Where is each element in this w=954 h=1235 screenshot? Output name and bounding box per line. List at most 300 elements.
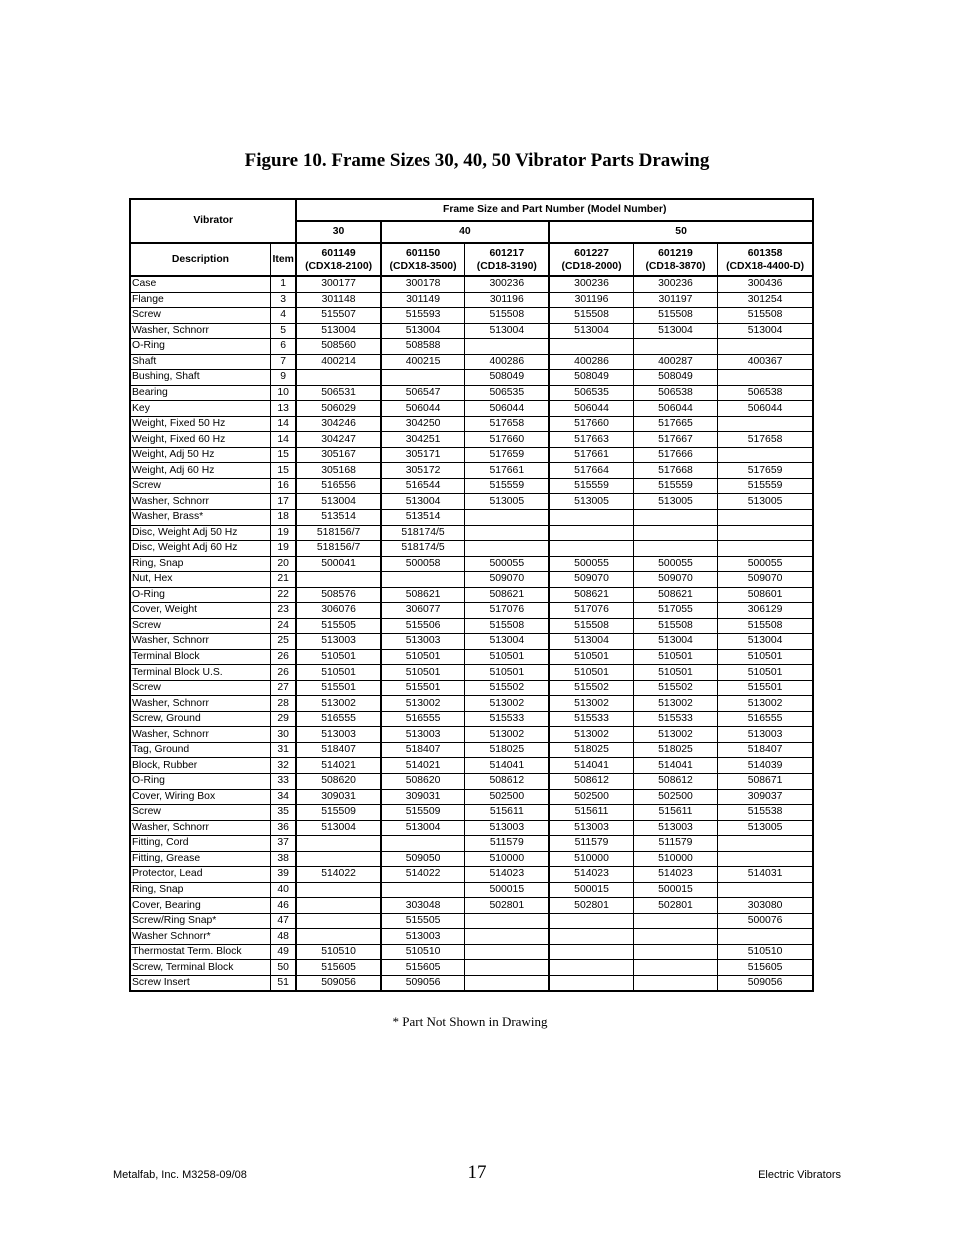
part-number-cell: 511579 [633,836,717,852]
part-number-cell: 510000 [465,851,549,867]
part-number-cell: 510000 [549,851,633,867]
part-number-cell [549,541,633,557]
description-cell: Screw [130,308,270,324]
item-cell: 3 [270,292,296,308]
part-number-cell: 506531 [296,385,380,401]
part-number-cell: 506538 [633,385,717,401]
part-number-cell: 515508 [633,618,717,634]
part-number-cell: 510501 [718,649,813,665]
part-number-cell: 516544 [381,478,465,494]
part-number-cell: 304250 [381,416,465,432]
item-cell: 32 [270,758,296,774]
part-number-cell: 500058 [381,556,465,572]
part-number-cell [296,913,380,929]
part-number-cell: 510501 [465,665,549,681]
part-number-cell: 500055 [633,556,717,572]
part-number-cell: 508621 [549,587,633,603]
description-cell: Washer Schnorr* [130,929,270,945]
table-row [130,820,813,836]
part-number-cell [633,913,717,929]
part-number-cell [549,525,633,541]
item-cell: 10 [270,385,296,401]
item-cell: 4 [270,308,296,324]
description-cell: Screw [130,680,270,696]
part-number-cell: 506029 [296,401,380,417]
item-cell: 24 [270,618,296,634]
parts-table-body [130,276,813,991]
description-cell: Terminal Block [130,649,270,665]
table-row [130,416,813,432]
part-number-cell: 517659 [465,447,549,463]
part-number-cell [633,944,717,960]
part-number-cell: 500076 [718,913,813,929]
part-number-cell: 309037 [718,789,813,805]
part-number-cell [633,975,717,991]
model-name: (CDX18-2100) [305,260,373,272]
part-number-cell: 508612 [465,774,549,790]
description-cell: Ring, Snap [130,556,270,572]
description-cell: Disc, Weight Adj 50 Hz [130,525,270,541]
model-header [718,243,813,276]
model-name: (CD18-2000) [561,260,622,272]
description-cell: Washer, Schnorr [130,323,270,339]
model-name: (CD18-3870) [645,260,706,272]
table-row [130,727,813,743]
item-cell: 28 [270,696,296,712]
part-number-cell: 513002 [633,696,717,712]
part-number-cell: 300177 [296,276,380,292]
item-cell: 35 [270,805,296,821]
table-row [130,680,813,696]
part-number-cell: 400215 [381,354,465,370]
table-row [130,525,813,541]
part-number-cell: 518407 [381,742,465,758]
part-number-cell: 513003 [381,634,465,650]
model-header [633,243,717,276]
part-number-cell: 515507 [296,308,380,324]
table-row [130,587,813,603]
part-number-cell: 513004 [549,634,633,650]
item-cell: 51 [270,975,296,991]
part-number-cell: 515502 [549,680,633,696]
part-number-cell [381,882,465,898]
part-number-cell [549,913,633,929]
part-number-cell: 300178 [381,276,465,292]
model-number: 601219 [658,247,693,259]
frame-size-header: Frame Size and Part Number (Model Number) [296,199,813,221]
description-cell: Block, Rubber [130,758,270,774]
description-cell: Cover, Weight [130,603,270,619]
part-number-cell: 513004 [381,323,465,339]
part-number-cell: 515508 [718,618,813,634]
part-number-cell [465,944,549,960]
part-number-cell: 513005 [549,494,633,510]
part-number-cell: 517055 [633,603,717,619]
part-number-cell: 514022 [296,867,380,883]
part-number-cell: 517660 [549,416,633,432]
item-cell: 22 [270,587,296,603]
part-number-cell [296,882,380,898]
table-row [130,618,813,634]
part-number-cell: 508612 [633,774,717,790]
part-number-cell: 300236 [465,276,549,292]
part-number-cell: 400214 [296,354,380,370]
vibrator-header: Vibrator [130,199,296,243]
part-number-cell: 517665 [633,416,717,432]
part-number-cell: 305172 [381,463,465,479]
part-number-cell: 506535 [465,385,549,401]
part-number-cell: 517666 [633,447,717,463]
part-number-cell [296,851,380,867]
description-cell: Weight, Adj 50 Hz [130,447,270,463]
part-number-cell: 500015 [633,882,717,898]
part-number-cell: 514031 [718,867,813,883]
part-number-cell [549,929,633,945]
part-number-cell [718,416,813,432]
description-cell: Screw Insert [130,975,270,991]
part-number-cell: 513003 [718,727,813,743]
part-number-cell: 515559 [465,478,549,494]
part-number-cell: 508576 [296,587,380,603]
part-number-cell: 516556 [296,478,380,494]
footer-section: Electric Vibrators [758,1169,841,1181]
part-number-cell [296,836,380,852]
part-number-cell [465,975,549,991]
part-number-cell: 517668 [633,463,717,479]
table-row [130,634,813,650]
description-cell: Flange [130,292,270,308]
item-cell: 33 [270,774,296,790]
part-number-cell: 514041 [633,758,717,774]
part-number-cell: 513004 [381,494,465,510]
part-number-cell: 508049 [633,370,717,386]
part-number-cell: 513003 [465,820,549,836]
description-cell: Case [130,276,270,292]
item-cell: 39 [270,867,296,883]
part-number-cell: 306077 [381,603,465,619]
description-cell: Fitting, Cord [130,836,270,852]
description-cell: Cover, Wiring Box [130,789,270,805]
item-cell: 20 [270,556,296,572]
item-cell: 14 [270,416,296,432]
table-row [130,960,813,976]
item-header: Item [270,243,296,276]
part-number-cell [718,882,813,898]
part-number-cell: 502801 [633,898,717,914]
part-number-cell: 515501 [296,680,380,696]
item-cell: 5 [270,323,296,339]
part-number-cell: 508621 [633,587,717,603]
part-number-cell: 517659 [718,463,813,479]
part-number-cell: 500041 [296,556,380,572]
part-number-cell: 509056 [296,975,380,991]
table-row [130,556,813,572]
table-row [130,432,813,448]
part-number-cell: 513004 [718,634,813,650]
part-number-cell [549,339,633,355]
part-number-cell: 513003 [549,820,633,836]
part-number-cell [549,509,633,525]
table-row [130,742,813,758]
part-number-cell: 506044 [381,401,465,417]
part-number-cell: 509070 [633,572,717,588]
part-number-cell: 510501 [718,665,813,681]
part-number-cell: 510501 [633,649,717,665]
table-row [130,276,813,292]
part-number-cell [549,975,633,991]
table-row [130,541,813,557]
part-number-cell: 506538 [718,385,813,401]
part-number-cell [718,836,813,852]
part-number-cell: 502801 [549,898,633,914]
part-number-cell: 305171 [381,447,465,463]
model-number: 601217 [489,247,525,259]
part-number-cell: 513004 [296,323,380,339]
item-cell: 15 [270,447,296,463]
part-number-cell: 513514 [381,509,465,525]
part-number-cell: 515509 [296,805,380,821]
part-number-cell: 400287 [633,354,717,370]
item-cell: 7 [270,354,296,370]
frame-size-40: 40 [381,221,549,243]
part-number-cell: 518407 [718,742,813,758]
part-number-cell: 514021 [381,758,465,774]
table-row [130,292,813,308]
figure-title: Figure 10. Frame Sizes 30, 40, 50 Vibrator Parts Drawing [244,150,710,171]
part-number-cell: 304247 [296,432,380,448]
part-number-cell: 518156/7 [296,525,380,541]
part-number-cell [465,509,549,525]
part-number-cell [296,370,380,386]
part-number-cell [718,339,813,355]
part-number-cell: 511579 [465,836,549,852]
part-number-cell: 508620 [381,774,465,790]
part-number-cell: 513004 [633,634,717,650]
part-number-cell: 509070 [465,572,549,588]
item-cell: 19 [270,541,296,557]
part-number-cell: 513002 [296,696,380,712]
part-number-cell: 303080 [718,898,813,914]
part-number-cell: 513005 [718,494,813,510]
table-row [130,944,813,960]
part-number-cell: 300236 [633,276,717,292]
part-number-cell: 515533 [549,711,633,727]
part-number-cell [296,929,380,945]
description-cell: Screw, Terminal Block [130,960,270,976]
part-number-cell: 516555 [296,711,380,727]
table-row [130,401,813,417]
table-row [130,882,813,898]
model-header [465,243,549,276]
model-header [381,243,465,276]
table-row [130,354,813,370]
item-cell: 46 [270,898,296,914]
part-number-cell: 506547 [381,385,465,401]
part-number-cell: 516555 [381,711,465,727]
part-number-cell: 517663 [549,432,633,448]
table-row [130,836,813,852]
part-number-cell [296,898,380,914]
part-number-cell: 515502 [465,680,549,696]
part-number-cell: 517661 [549,447,633,463]
part-number-cell: 516555 [718,711,813,727]
part-number-cell: 506044 [549,401,633,417]
part-number-cell: 508621 [381,587,465,603]
part-number-cell: 510501 [381,649,465,665]
description-cell: Washer, Schnorr [130,727,270,743]
description-cell: Washer, Schnorr [130,696,270,712]
part-number-cell: 517076 [549,603,633,619]
part-number-cell: 514023 [633,867,717,883]
part-number-cell: 517660 [465,432,549,448]
part-number-cell: 301148 [296,292,380,308]
model-name: (CDX18-3500) [389,260,457,272]
part-number-cell: 518156/7 [296,541,380,557]
part-number-cell: 500055 [718,556,813,572]
part-number-cell: 513002 [549,696,633,712]
description-cell: Weight, Fixed 60 Hz [130,432,270,448]
page-number: 17 [467,1162,487,1183]
part-number-cell: 510000 [633,851,717,867]
part-number-cell: 304251 [381,432,465,448]
item-cell: 30 [270,727,296,743]
item-cell: 25 [270,634,296,650]
part-number-cell: 510510 [296,944,380,960]
part-number-cell [465,339,549,355]
part-number-cell [633,339,717,355]
part-number-cell [549,960,633,976]
part-number-cell: 500055 [465,556,549,572]
description-cell: Ring, Snap [130,882,270,898]
table-row [130,447,813,463]
part-number-cell: 513004 [465,323,549,339]
part-number-cell: 508560 [296,339,380,355]
description-header: Description [130,243,270,276]
part-number-cell [465,960,549,976]
item-cell: 27 [270,680,296,696]
part-number-cell: 306076 [296,603,380,619]
part-number-cell [465,913,549,929]
part-number-cell: 515605 [296,960,380,976]
item-cell: 21 [270,572,296,588]
part-number-cell [633,541,717,557]
part-number-cell [718,541,813,557]
part-number-cell: 518174/5 [381,541,465,557]
item-cell: 17 [270,494,296,510]
part-number-cell: 400367 [718,354,813,370]
table-row [130,851,813,867]
part-number-cell: 517658 [465,416,549,432]
table-row [130,898,813,914]
description-cell: Nut, Hex [130,572,270,588]
part-number-cell: 513003 [296,727,380,743]
table-row [130,509,813,525]
part-number-cell: 513002 [718,696,813,712]
table-row [130,478,813,494]
part-number-cell: 517667 [633,432,717,448]
part-number-cell: 518025 [549,742,633,758]
part-number-cell [381,836,465,852]
part-number-cell [465,541,549,557]
part-number-cell: 509070 [549,572,633,588]
part-number-cell: 517661 [465,463,549,479]
part-number-cell: 510501 [381,665,465,681]
part-number-cell: 502500 [465,789,549,805]
table-row [130,711,813,727]
item-cell: 31 [270,742,296,758]
item-cell: 38 [270,851,296,867]
part-number-cell: 510510 [718,944,813,960]
description-cell: Bearing [130,385,270,401]
part-number-cell: 400286 [549,354,633,370]
part-number-cell [633,509,717,525]
part-number-cell [718,509,813,525]
part-number-cell: 513004 [718,323,813,339]
part-number-cell: 506044 [465,401,549,417]
description-cell: Screw [130,805,270,821]
description-cell: Washer, Schnorr [130,820,270,836]
description-cell: Terminal Block U.S. [130,665,270,681]
part-number-cell [296,572,380,588]
part-number-cell: 513003 [381,727,465,743]
part-number-cell: 518407 [296,742,380,758]
table-row [130,603,813,619]
part-number-cell: 510501 [296,649,380,665]
table-row [130,929,813,945]
description-cell: Washer, Schnorr [130,494,270,510]
item-cell: 18 [270,509,296,525]
part-number-cell: 513004 [633,323,717,339]
description-cell: Disc, Weight Adj 60 Hz [130,541,270,557]
table-row [130,385,813,401]
description-cell: Screw, Ground [130,711,270,727]
part-number-cell: 502500 [549,789,633,805]
table-row [130,572,813,588]
part-number-cell: 513004 [381,820,465,836]
part-number-cell: 513003 [633,820,717,836]
part-number-cell: 515508 [633,308,717,324]
description-cell: O-Ring [130,339,270,355]
part-number-cell [718,851,813,867]
part-number-cell: 515533 [465,711,549,727]
part-number-cell: 515501 [381,680,465,696]
part-number-cell: 518174/5 [381,525,465,541]
part-number-cell: 506044 [633,401,717,417]
model-header [549,243,633,276]
part-number-cell: 515533 [633,711,717,727]
part-number-cell: 309031 [381,789,465,805]
part-number-cell: 506044 [718,401,813,417]
table-row [130,649,813,665]
part-number-cell: 300436 [718,276,813,292]
parts-table [129,198,814,992]
part-number-cell: 515559 [633,478,717,494]
part-number-cell: 511579 [549,836,633,852]
part-number-cell: 303048 [381,898,465,914]
part-number-cell [381,572,465,588]
part-number-cell: 508612 [549,774,633,790]
part-number-cell: 506535 [549,385,633,401]
part-number-cell: 309031 [296,789,380,805]
part-number-cell: 508601 [718,587,813,603]
part-number-cell: 515502 [633,680,717,696]
part-number-cell [718,447,813,463]
description-cell: Washer, Schnorr [130,634,270,650]
table-row [130,805,813,821]
part-number-cell: 515605 [718,960,813,976]
part-number-cell: 514021 [296,758,380,774]
description-cell: O-Ring [130,774,270,790]
